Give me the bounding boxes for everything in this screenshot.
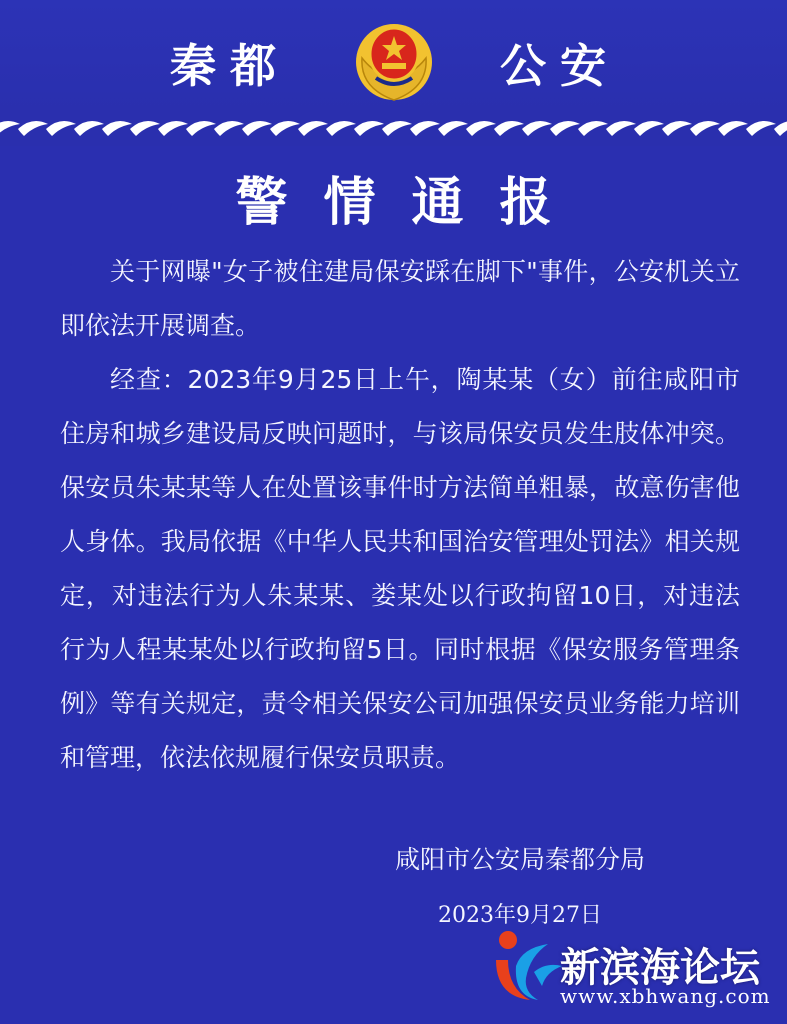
header-right-text: 公安: [500, 39, 620, 93]
decorative-wave-border: [0, 112, 787, 146]
police-emblem-icon: [352, 18, 436, 102]
notice-body: [60, 245, 740, 785]
page-title: 警情通报: [235, 173, 588, 233]
issuing-authority: 咸阳市公安局秦都分局: [395, 845, 646, 874]
forum-logo-icon: [486, 926, 566, 1006]
header-left-text: 秦都: [170, 39, 290, 93]
header-banner: [0, 0, 787, 112]
issue-date: 2023年9月27日: [438, 903, 602, 928]
paragraph-2: 经查：2023年9月25日上午，陶某某（女）前往咸阳市住房和城乡建设局反映问题时，与该局保安员发生肢体冲突。保安员朱某某等人在处置该事件时方法简单粗暴，故意伤害他人身体。我局依据《中华人民共和国治安管理处罚法》相关规定，对违法行为人朱某某、娄某处以行政拘留10日，对违法行为人程某某处以行政拘留5日。同时根据《保安服务管理条例》等有关规定，责令相关保安公司加强保安员业务能力培训和管理，依法依规履行保安员职责。: [60, 365, 740, 772]
watermark-name: 新滨海论坛: [560, 945, 760, 991]
watermark-url: www.xbhwang.com: [560, 984, 771, 1008]
paragraph-1: 关于网曝"女子被住建局保安踩在脚下"事件，公安机关立即依法开展调查。: [60, 257, 740, 340]
